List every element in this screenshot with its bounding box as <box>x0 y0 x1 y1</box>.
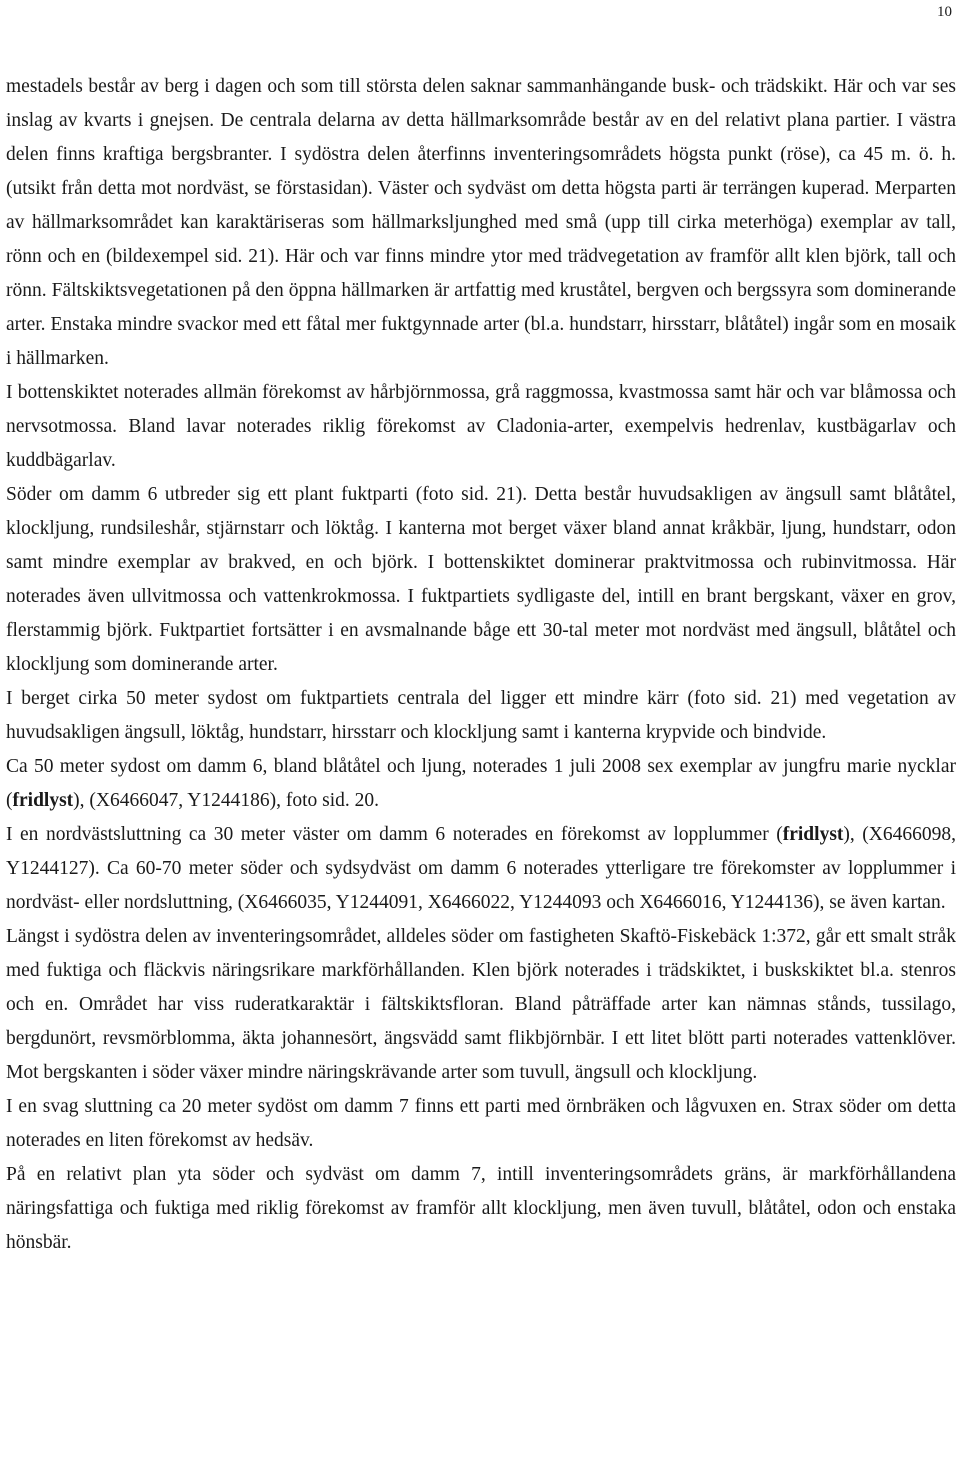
protected-status-label: fridlyst <box>12 790 74 811</box>
paragraph-bottom-layer <box>6 376 956 478</box>
paragraph-orchid-finding <box>6 750 956 818</box>
paragraph-flat-area <box>6 1158 956 1260</box>
paragraph-text: mestadels består av berg i dagen och som till största delen saknar sammanhängande busk- och trädskikt. Här och var ses inslag av kvarts i gnejsen. De centrala delarna av detta hällmarksområde består av en del relativt plana partier. I västra delen finns kraftiga bergsbranter. I sydöstra delen återfinns inventeringsområdets högsta punkt (röse), ca 45 m. ö. h. (utsikt från detta mot nordväst, se förstasidan). Väster och sydväst om detta högsta parti är terrängen kuperad. Merparten av hällmarksområdet kan karaktäriseras som hällmarksljunghed med små (upp till cirka meterhöga) exemplar av tall, rönn och en (bildexempel sid. 21). Här och var finns mindre ytor med trädvegetation av framför allt klen björk, tall och rönn. Fältskiktsvegetationen på den öppna hällmarken är artfattig med kruståtel, bergven och bergssyra som dominerande arter. Enstaka mindre svackor med ett fåtal mer fuktgynnade arter (bl.a. hundstarr, hirsstarr, blåtåtel) ingår som en mosaik i hällmarken. <box>6 76 956 369</box>
paragraph-text: På en relativt plan yta söder och sydväst om damm 7, intill inventeringsområdets gräns, är markförhållandena näringsfattiga och fuktiga med riklig förekomst av framför allt klockljung, men även tuvull, blåtåtel, odon och enstaka hönsbär. <box>6 1164 956 1253</box>
paragraph-clubmoss-finding <box>6 818 956 920</box>
paragraph-text: ), (X6466047, Y1244186), foto sid. 20. <box>73 790 380 811</box>
paragraph-text: I en nordvästsluttning ca 30 meter väster om damm 6 noterades en förekomst av lopplummer ( <box>6 824 783 845</box>
paragraph-text: I bottenskiktet noterades allmän förekomst av hårbjörnmossa, grå raggmossa, kvastmossa samt här och var blåmossa och nervsotmossa. Bland lavar noterades riklig förekomst av Cladonia-arter, exempelvis hedrenlav, kustbägarlav och kuddbägarlav. <box>6 382 956 471</box>
document-body <box>6 70 956 1260</box>
page-number: 10 <box>937 4 952 20</box>
paragraph-text: Söder om damm 6 utbreder sig ett plant fuktparti (foto sid. 21). Detta består huvudsakligen av ängsull samt blåtåtel, klockljung, rundsileshår, stjärnstarr och löktåg. I kanterna mot berget växer bland annat kråkbär, ljung, hundstarr, odon samt mindre exemplar av brakved, en och björk. I bottenskiktet dominerar praktvitmossa och rubinvitmossa. Här noterades även ullvitmossa och vattenkrokmossa. I fuktpartiets sydligaste del, intill en brant bergskant, växer en grov, flerstammig björk. Fuktpartiet fortsätter i en avsmalnande båge ett 30-tal meter mot nordväst med ängsull, blåtåtel och klockljung som dominerande arter. <box>6 484 956 675</box>
protected-status-label: fridlyst <box>782 824 844 845</box>
paragraph-bracken-slope <box>6 1090 956 1158</box>
paragraph-small-fen <box>6 682 956 750</box>
paragraph-text: Längst i sydöstra delen av inventeringsområdet, alldeles söder om fastigheten Skaftö-Fiskebäck 1:372, går ett smalt stråk med fuktiga och fläckvis näringsrikare markförhållanden. Klen björk noterades i trädskiktet, i buskskiktet bl.a. stenros och en. Området har viss ruderatkaraktär i fältskiktsfloran. Bland påträffade arter kan nämnas stånds, tussilago, bergdunört, revsmörblomma, äkta johannesört, ängsvädd samt flikbjörnbär. I ett litet blött parti noterades vattenklöver. Mot bergskanten i söder växer mindre näringskrävande arter som tuvull, ängsull och klockljung. <box>6 926 956 1083</box>
paragraph-text: Ca 50 meter sydost om damm 6, bland blåtåtel och ljung, noterades 1 juli 2008 sex exemplar av jungfru marie nycklar ( <box>6 756 956 811</box>
paragraph-southeast-strip <box>6 920 956 1090</box>
paragraph-text: I en svag sluttning ca 20 meter sydöst om damm 7 finns ett parti med örnbräken och lågvuxen en. Strax söder om detta noterades en liten förekomst av hedsäv. <box>6 1096 956 1151</box>
paragraph-text: I berget cirka 50 meter sydost om fuktpartiets centrala del ligger ett mindre kärr (foto sid. 21) med vegetation av huvudsakligen ängsull, löktåg, hundstarr, hirsstarr och klockljung samt i kanterna krypvide och bindvide. <box>6 688 956 743</box>
paragraph-text: ), (X6466098, Y1244127). Ca 60-70 meter söder och sydsydväst om damm 6 noterades ytterligare tre förekomster av lopplummer i nordväst- eller nordsluttning, (X6466035, Y1244091, X6466022, Y1244093 och X6466016, Y1244136), se även kartan. <box>6 824 956 913</box>
paragraph-terrain <box>6 70 956 376</box>
paragraph-wet-area <box>6 478 956 682</box>
